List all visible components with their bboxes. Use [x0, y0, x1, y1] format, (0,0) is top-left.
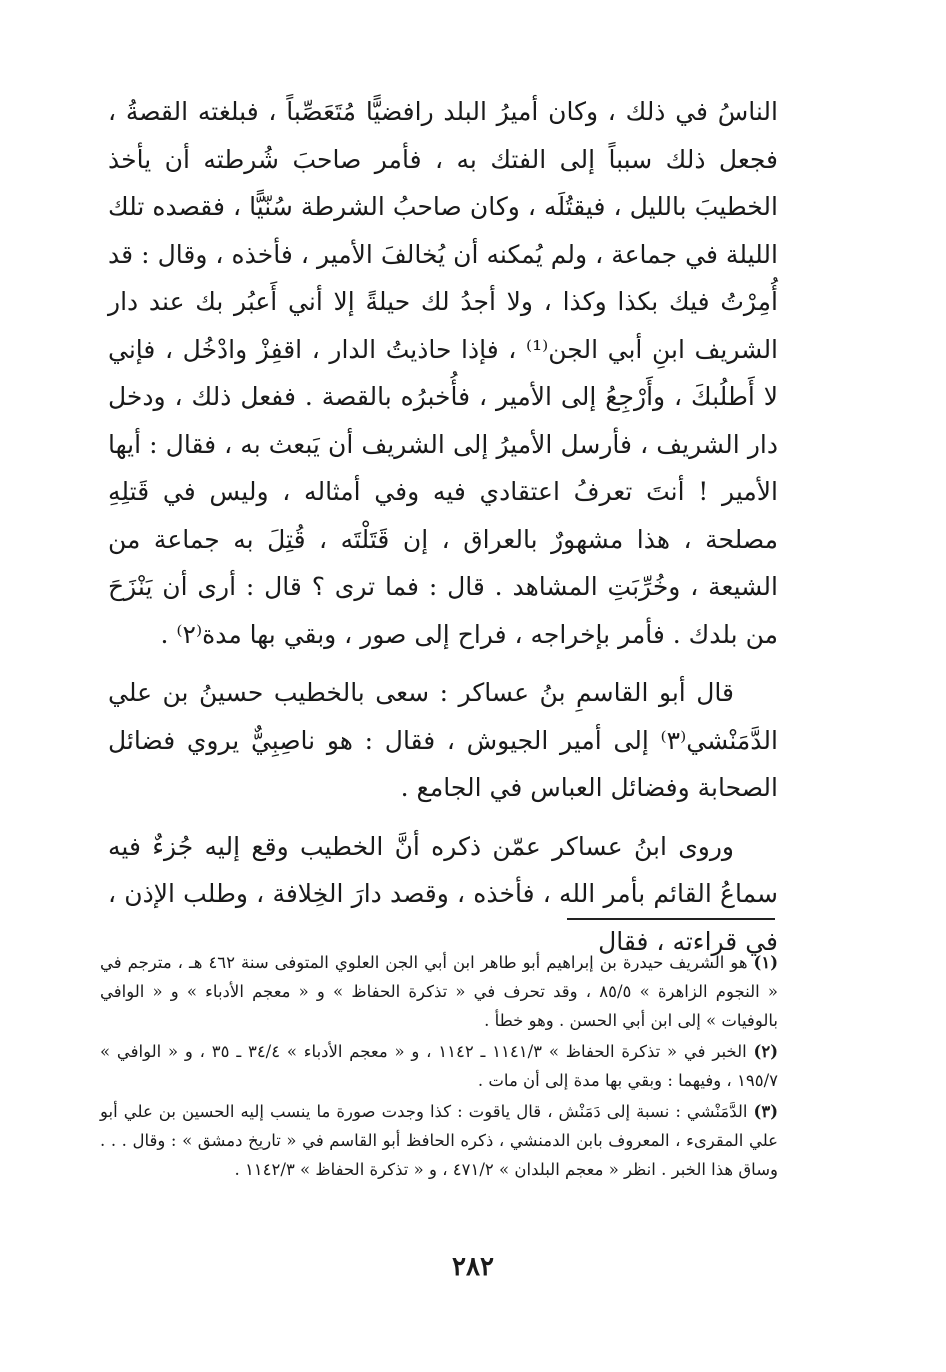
page-number: ٢٨٢: [452, 1252, 494, 1282]
footnote-text: الخبر في « تذكرة الحفاظ » ١١٤١/٣ ـ ١١٤٢ ، و « معجم الأدباء » ٣٤/٤ ـ ٣٥ ، و « الوافي » ١٩٥/٧ ، وفيهما : وبقي بها مدة إلى أن مات .: [100, 1042, 778, 1090]
footnote-separator: [567, 918, 775, 920]
footnote-2: [100, 1037, 778, 1095]
footnote-number: (٣): [753, 1102, 779, 1121]
paragraph-1: الناسُ في ذلك ، وكان أميرُ البلد رافضيًّا مُتَعَصِّباً ، فبلغته القصةُ ، فجعل ذلك سبباً إلى الفتك به ، فأمر صاحبَ شُرطته أن يأخذ الخطيبَ بالليل ، فيقتُلَه ، وكان صاحبُ الشرطة سُنّيًّا ، فقصده تلك الليلة في جماعة ، ولم يُمكنه أن يُخالفَ الأمير ، فأخذه ، وقال : قد أُمِرْتُ فيك بكذا وكذا ، ولا أجدُ لك حيلةً إلا أني أَعبُر بك عند دار الشريف ابنِ أبي الجن⁽¹⁾ ، فإذا حاذيتُ الدار ، اقفِزْ وادْخُل ، فإني لا أَطلُبكَ ، وأَرْجِعُ إلى الأمير ، فأُخبرُه بالقصة . ففعل ذلك ، ودخل دار الشريف ، فأرسل الأميرُ إلى الشريف أن يَبعث به ، فقال : أيها الأمير ! أنتَ تعرفُ اعتقادي فيه وفي أمثاله ، وليس في قَتلِهِ مصلحة ، هذا مشهورٌ بالعراق ، إن قَتَلْتَه ، قُتِلَ به جماعة من الشيعة ، وخُرِّبَتِ المشاهد . قال : فما ترى ؟ قال : أرى أن يَنْزَحَ من بلدك . فأمر بإخراجه ، فراح إلى صور ، وبقي بها مدة⁽٢⁾ .: [108, 97, 779, 649]
main-text-body: [108, 88, 778, 965]
footnote-3: [100, 1097, 778, 1184]
paragraph-2: قال أبو القاسمِ بنُ عساكر : سعى بالخطيب حسينُ بن علي الدَّمَنْشي⁽٣⁾ إلى أمير الجيوش ، فقال : هو ناصِبِيٌّ يروي فضائل الصحابة وفضائل العباس في الجامع .: [108, 678, 778, 802]
footnote-text: الدَّمَنْشي : نسبة إلى دَمَنْش ، قال ياقوت : كذا وجدت صورة ما ينسب إليه الحسين بن علي أبو علي المقرىء ، المعروف بابن الدمنشي ، ذكره الحافظ أبو القاسم في « تاريخ دمشق » : وقال . . . وساق هذا الخبر . انظر « معجم البلدان » ٤٧١/٢ ، و « تذكرة الحفاظ » ١١٤٢/٣ .: [100, 1102, 778, 1179]
footnote-1: [100, 948, 778, 1035]
paragraph-3: وروى ابنُ عساكر عمّن ذكره أنَّ الخطيب وقع إليه جُزءٌ فيه سماعُ القائم بأمر الله ، فأخذه ، وقصد دارَ الخِلافة ، وطلب الإذن ، في قراءته ، فقال: [108, 831, 778, 956]
footnote-number: (٢): [753, 1042, 778, 1061]
footnotes: [100, 948, 778, 1184]
footnote-number: (١): [753, 953, 778, 972]
footnote-text: هو الشريف حيدرة بن إبراهيم أبو طاهر ابن أبي الجن العلوي المتوفى سنة ٤٦٢ هـ ، مترجم في « النجوم الزاهرة » ٨٥/٥ ، وقد تحرف في « تذكرة الحفاظ » و « معجم الأدباء » و « الوافي بالوفيات » إلى ابن أبي الحسن . وهو خطأ .: [100, 953, 779, 1030]
